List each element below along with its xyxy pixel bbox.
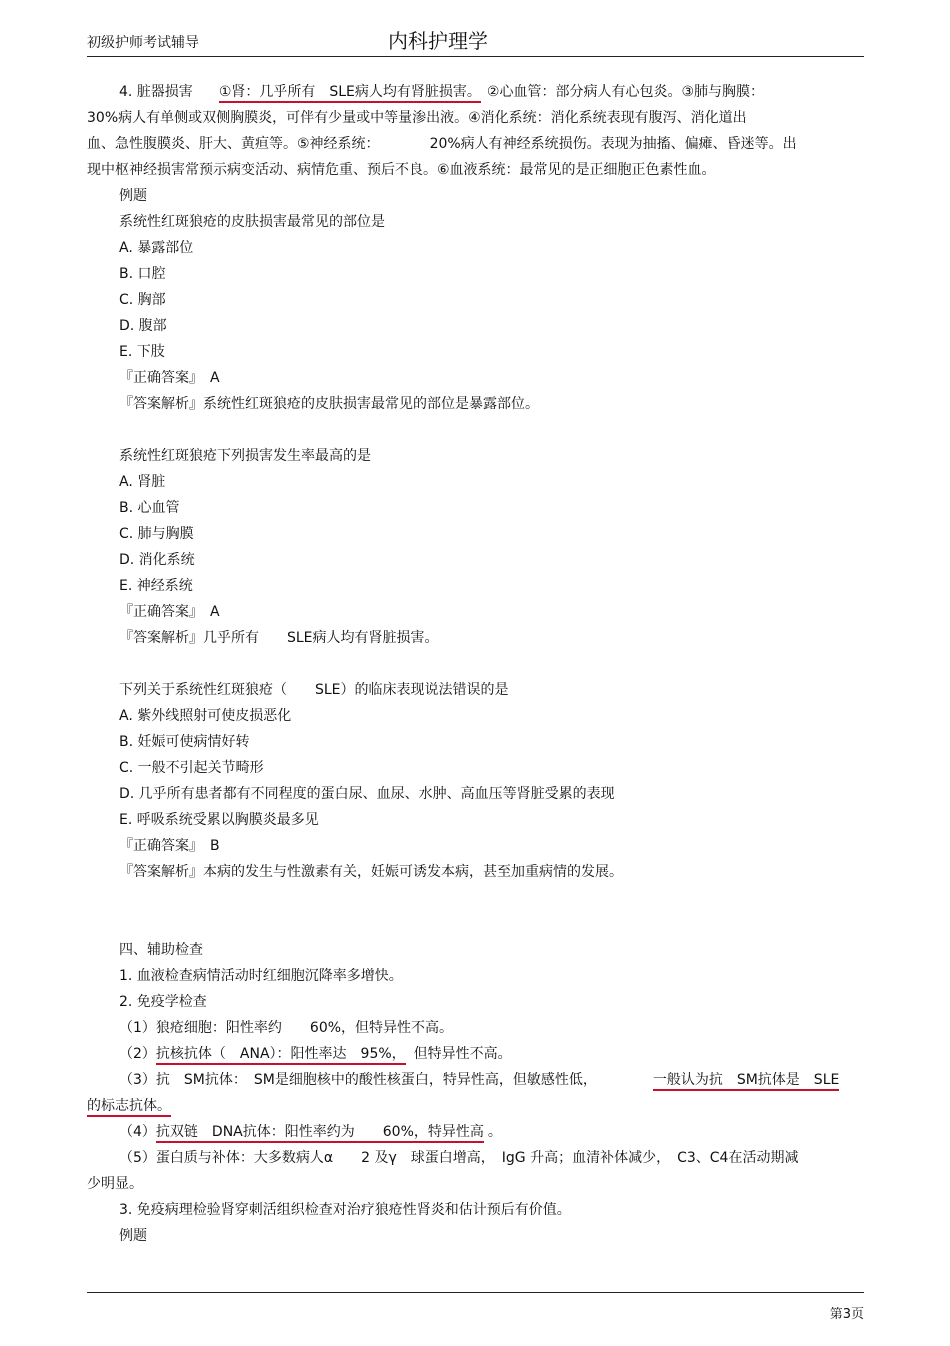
option-item: C. 胸部 <box>119 292 166 308</box>
dsdna-highlight: 抗双链 DNA抗体：阳性率约为 60%，特异性高 <box>156 1124 484 1143</box>
question-stem: 系统性红斑狼疮的皮肤损害最常见的部位是 <box>119 214 385 230</box>
option-item: D. 腹部 <box>119 318 167 334</box>
sub-item-number: （2） <box>119 1046 156 1062</box>
organ-line-2: 30%病人有单侧或双侧胸膜炎，可伴有少量或中等量渗出液。④消化系统：消化系统表现有腹泻、消化道出 <box>87 110 747 126</box>
list-item: 2. 免疫学检查 <box>119 994 207 1010</box>
sub-item-number: （4） <box>119 1124 156 1140</box>
organ-text: 20%病人有神经系统损伤。表现为抽搐、偏瘫、昏迷等。出 <box>429 136 797 152</box>
sm-highlight-continued: 的标志抗体。 <box>87 1098 171 1117</box>
answer-analysis: 『答案解析』本病的发生与性激素有关，妊娠可诱发本病，甚至加重病情的发展。 <box>119 864 623 880</box>
answer-analysis: 『答案解析』几乎所有 SLE病人均有肾脏损害。 <box>119 630 439 646</box>
correct-answer: 『正确答案』 B <box>119 838 220 854</box>
organ-line-1 <box>87 79 857 105</box>
correct-answer: 『正确答案』 A <box>119 370 220 386</box>
option-item: D. 消化系统 <box>119 552 195 568</box>
option-item: B. 口腔 <box>119 266 166 282</box>
sub-item: （1）狼疮细胞：阳性率约 60%，但特异性不高。 <box>119 1020 454 1036</box>
sm-highlight: 一般认为抗 SM抗体是 SLE <box>653 1072 840 1091</box>
organ-heading: 4. 脏器损害 <box>119 84 193 100</box>
list-item: 3. 免疫病理检验肾穿刺活组织检查对治疗狼疮性肾炎和估计预后有价值。 <box>119 1202 571 1218</box>
footer-divider <box>87 1292 864 1293</box>
document-body <box>87 79 857 1249</box>
sub-item <box>87 1119 857 1145</box>
sub-item-text: 。 <box>487 1124 502 1140</box>
blank-line <box>87 911 857 937</box>
organ-text: ②心血管：部分病人有心包炎。③肺与胸膜： <box>486 84 765 100</box>
header-divider <box>87 56 864 57</box>
option-item: C. 肺与胸膜 <box>119 526 194 542</box>
option-item: B. 心血管 <box>119 500 180 516</box>
header-course-name: 初级护师考试辅导 <box>87 35 199 51</box>
question-stem: 系统性红斑狼疮下列损害发生率最高的是 <box>119 448 371 464</box>
sub-item-text: 但特异性不高。 <box>413 1046 512 1062</box>
blank-line <box>87 417 857 443</box>
question-stem: 下列关于系统性红斑狼疮（ SLE）的临床表现说法错误的是 <box>119 682 509 698</box>
blank-line <box>87 885 857 911</box>
sub-item-text: （3）抗 SM抗体： SM是细胞核中的酸性核蛋白，特异性高，但敏感性低， <box>119 1072 597 1088</box>
page-number: 第3页 <box>829 1307 864 1322</box>
option-item: A. 紫外线照射可使皮损恶化 <box>119 708 292 724</box>
sub-item: （5）蛋白质与补体：大多数病人α 2 及γ 球蛋白增高， IgG 升高；血清补体减少， C3、C4在活动期减 <box>119 1150 799 1166</box>
correct-answer: 『正确答案』 A <box>119 604 220 620</box>
organ-line-4: 现中枢神经损害常预示病变活动、病情危重、预后不良。⑥血液系统：最常见的是正细胞正色素性血。 <box>87 162 716 178</box>
option-item: A. 暴露部位 <box>119 240 194 256</box>
option-item: B. 妊娠可使病情好转 <box>119 734 250 750</box>
list-item: 1. 血液检查病情活动时红细胞沉降率多增快。 <box>119 968 403 984</box>
header-subject-title: 内科护理学 <box>388 29 488 53</box>
option-item: E. 呼吸系统受累以胸膜炎最多见 <box>119 812 319 828</box>
section-heading: 四、辅助检查 <box>119 942 203 958</box>
organ-text: 血、急性腹膜炎、肝大、黄疸等。⑤神经系统： <box>87 136 380 152</box>
kidney-highlight: ①肾：几乎所有 SLE病人均有肾脏损害。 <box>219 84 481 103</box>
example-label: 例题 <box>119 188 147 204</box>
sub-item <box>87 1041 857 1067</box>
sub-item-continuation: 少明显。 <box>87 1176 143 1192</box>
ana-highlight: 抗核抗体（ ANA）：阳性率达 95%， <box>156 1046 406 1065</box>
blank-line <box>87 651 857 677</box>
option-item: D. 几乎所有患者都有不同程度的蛋白尿、血尿、水肿、高血压等肾脏受累的表现 <box>119 786 615 802</box>
page-header <box>0 0 950 60</box>
option-item: E. 神经系统 <box>119 578 193 594</box>
sub-item-continuation <box>87 1093 857 1119</box>
option-item: E. 下肢 <box>119 344 165 360</box>
example-label: 例题 <box>119 1228 147 1244</box>
answer-analysis: 『答案解析』系统性红斑狼疮的皮肤损害最常见的部位是暴露部位。 <box>119 396 539 412</box>
sub-item <box>87 1067 857 1093</box>
organ-line-3 <box>87 131 857 157</box>
option-item: A. 肾脏 <box>119 474 166 490</box>
option-item: C. 一般不引起关节畸形 <box>119 760 264 776</box>
